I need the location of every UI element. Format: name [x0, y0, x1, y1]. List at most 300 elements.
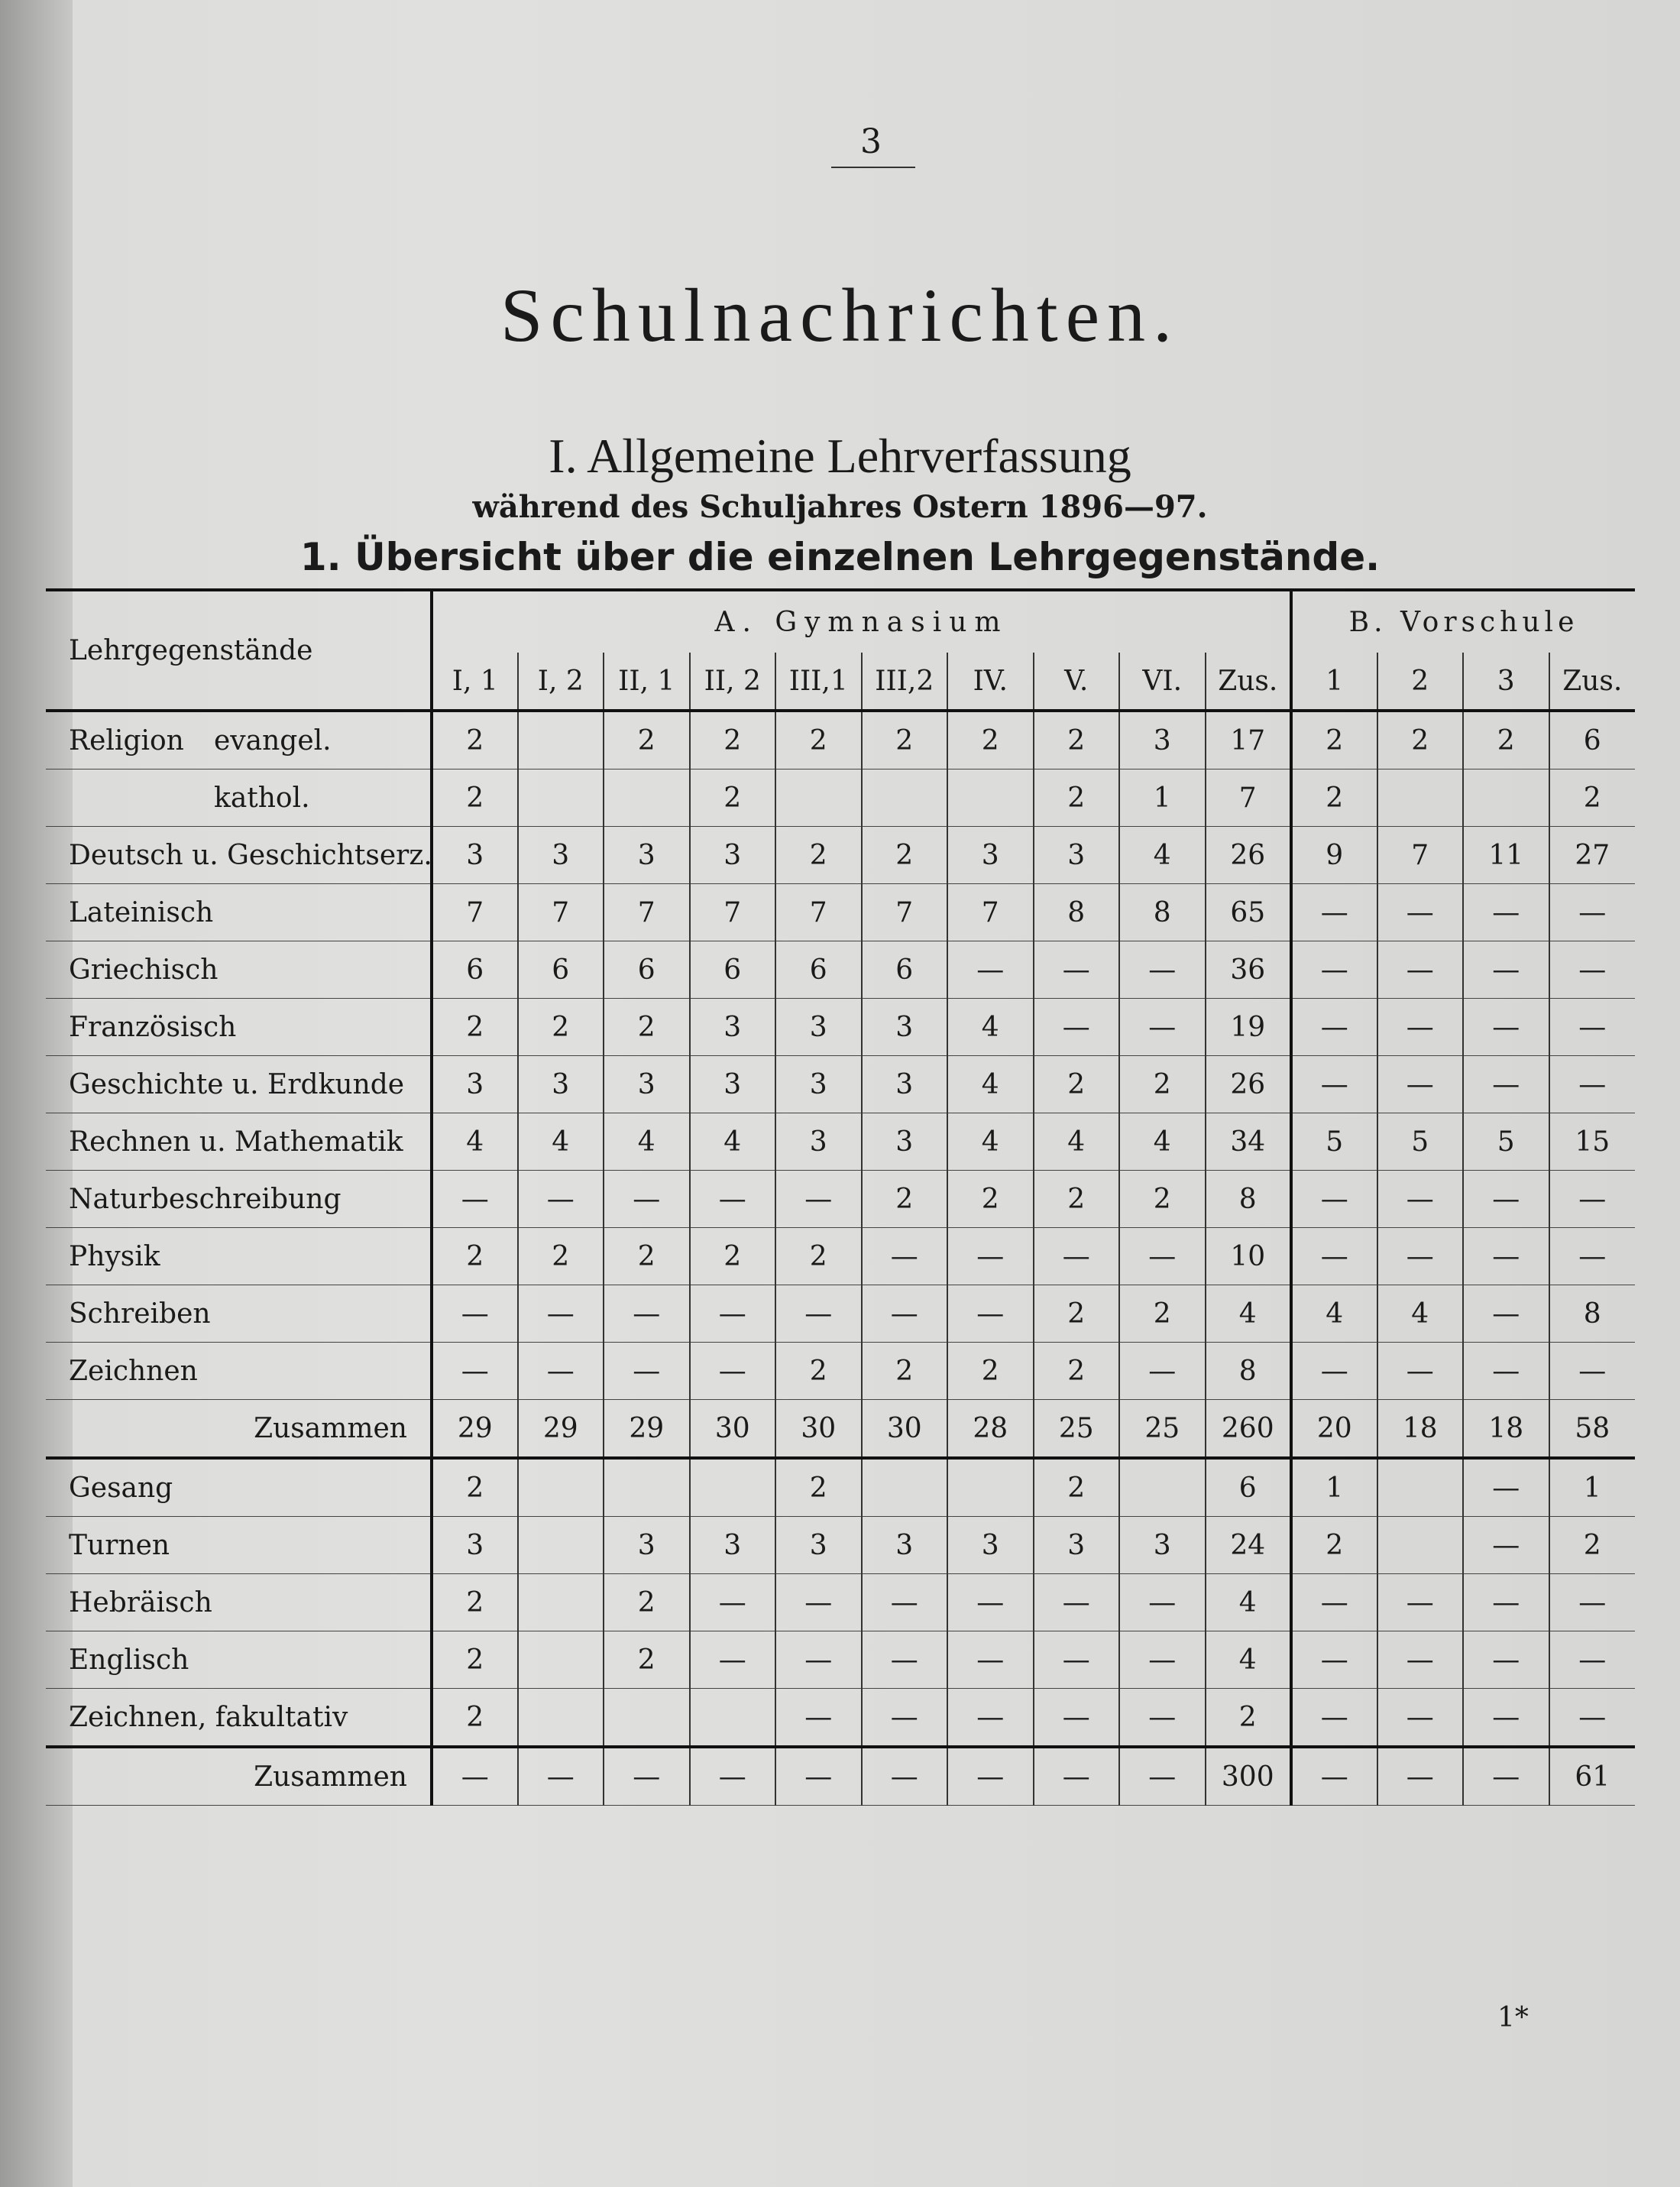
- table-cell: [518, 1517, 604, 1574]
- row-label-text: evangel.: [214, 724, 332, 757]
- table-cell: 3: [690, 1056, 776, 1113]
- table-cell: —: [690, 1171, 776, 1228]
- table-row: [46, 884, 1635, 941]
- table-cell: —: [1463, 1228, 1549, 1285]
- table-cell: 300: [1206, 1747, 1292, 1806]
- row-label-text: Rechnen u. Mathematik: [69, 1126, 403, 1158]
- page-number: 3: [860, 122, 882, 161]
- table-cell: 2: [775, 1228, 862, 1285]
- table-cell: 6: [1206, 1458, 1292, 1517]
- table-cell: [518, 1458, 604, 1517]
- table-cell: 29: [432, 1400, 518, 1459]
- signature-mark: 1*: [1497, 2002, 1529, 2033]
- table-cell: 7: [947, 884, 1034, 941]
- table-cell: —: [1034, 1689, 1120, 1748]
- row-label-text: Geschichte u. Erdkunde: [69, 1068, 405, 1100]
- table-cell: 3: [775, 999, 862, 1056]
- table-cell: 65: [1206, 884, 1292, 941]
- table-cell: —: [1549, 1056, 1636, 1113]
- table-cell: 20: [1291, 1400, 1377, 1459]
- table-cell: 2: [947, 711, 1034, 770]
- table-cell: —: [1034, 1228, 1120, 1285]
- table-cell: 4: [604, 1113, 690, 1171]
- row-label-text: Griechisch: [69, 954, 218, 986]
- col-header: II, 1: [604, 653, 690, 711]
- col-header: Zus.: [1206, 653, 1292, 711]
- table-cell: [604, 770, 690, 827]
- table-cell: 2: [1034, 1285, 1120, 1343]
- table-cell: —: [690, 1285, 776, 1343]
- table-row: [46, 941, 1635, 999]
- row-label-text: Englisch: [69, 1644, 189, 1676]
- col-header: I, 1: [432, 653, 518, 711]
- table-header-row-1: [46, 590, 1635, 653]
- col-header: IV.: [947, 653, 1034, 711]
- table-cell: —: [1034, 1574, 1120, 1631]
- table-cell: [775, 770, 862, 827]
- table-cell: —: [1377, 1171, 1464, 1228]
- table-cell: 9: [1291, 827, 1377, 884]
- table-cell: [1119, 1458, 1206, 1517]
- table-cell: —: [1291, 1689, 1377, 1748]
- row-label-text: Französisch: [69, 1011, 237, 1043]
- table-cell: 3: [432, 1517, 518, 1574]
- table-cell: 3: [947, 1517, 1034, 1574]
- table-cell: 3: [862, 999, 948, 1056]
- col-header: III,2: [862, 653, 948, 711]
- table-cell: [1377, 1458, 1464, 1517]
- table-cell: 2: [1119, 1285, 1206, 1343]
- table-cell: —: [862, 1228, 948, 1285]
- table-cell: 3: [1034, 1517, 1120, 1574]
- table-cell: —: [604, 1171, 690, 1228]
- table-cell: 2: [1034, 1343, 1120, 1400]
- table-body-main: [46, 711, 1635, 1458]
- table-cell: —: [1377, 941, 1464, 999]
- table-cell: 8: [1549, 1285, 1636, 1343]
- table-cell: —: [1549, 999, 1636, 1056]
- table-cell: —: [1377, 1343, 1464, 1400]
- table-cell: —: [1291, 1228, 1377, 1285]
- table-cell: 3: [690, 827, 776, 884]
- row-label-text: Zusammen: [254, 1761, 407, 1793]
- table-cell: 6: [690, 941, 776, 999]
- table-cell: —: [690, 1343, 776, 1400]
- col-header: III,1: [775, 653, 862, 711]
- section-subtitle: während des Schuljahres Ostern 1896—97.: [472, 489, 1208, 525]
- table-cell: —: [518, 1343, 604, 1400]
- table-cell: 2: [1034, 711, 1120, 770]
- table-cell: —: [1034, 1747, 1120, 1806]
- table-cell: 2: [1034, 1056, 1120, 1113]
- row-label-text: Zeichnen, fakultativ: [69, 1701, 348, 1733]
- table-cell: 8: [1206, 1171, 1292, 1228]
- table-cell: —: [1119, 999, 1206, 1056]
- table-cell: 2: [1206, 1689, 1292, 1748]
- table-cell: 3: [862, 1056, 948, 1113]
- page-number-rule: [831, 167, 915, 168]
- table-row: [46, 1113, 1635, 1171]
- table-cell: —: [1549, 941, 1636, 999]
- table-cell: 2: [518, 1228, 604, 1285]
- table-cell: 3: [518, 1056, 604, 1113]
- table-cell: 29: [518, 1400, 604, 1459]
- table-cell: —: [1377, 1574, 1464, 1631]
- table-cell: —: [1119, 1747, 1206, 1806]
- table-cell: 7: [432, 884, 518, 941]
- col-header: 2: [1377, 653, 1464, 711]
- table-row: [46, 999, 1635, 1056]
- table-cell: 3: [1119, 1517, 1206, 1574]
- table-cell: 3: [690, 999, 776, 1056]
- table-cell: 26: [1206, 827, 1292, 884]
- table-cell: 7: [775, 884, 862, 941]
- table-cell: 3: [947, 827, 1034, 884]
- row-label: [46, 1458, 432, 1517]
- table-cell: —: [1291, 941, 1377, 999]
- table-cell: 2: [604, 711, 690, 770]
- row-label-text: Zusammen: [254, 1412, 407, 1444]
- table-cell: 2: [1119, 1171, 1206, 1228]
- row-label: [46, 827, 432, 884]
- table-cell: 2: [1291, 770, 1377, 827]
- table-cell: —: [862, 1285, 948, 1343]
- table-cell: 30: [690, 1400, 776, 1459]
- row-label: [46, 770, 432, 827]
- table-cell: [604, 1689, 690, 1748]
- table-cell: —: [1291, 884, 1377, 941]
- table-cell: —: [1119, 1228, 1206, 1285]
- total-row: [46, 1747, 1635, 1806]
- table-cell: —: [947, 1689, 1034, 1748]
- row-label: [46, 1056, 432, 1113]
- table-cell: 3: [690, 1517, 776, 1574]
- table-cell: 25: [1034, 1400, 1120, 1459]
- table-cell: —: [1119, 1689, 1206, 1748]
- table-cell: —: [1463, 884, 1549, 941]
- table-cell: —: [862, 1689, 948, 1748]
- table-cell: 61: [1549, 1747, 1636, 1806]
- row-label: [46, 1631, 432, 1689]
- group-a-header: A. Gymnasium: [432, 590, 1291, 653]
- table-cell: 2: [862, 1171, 948, 1228]
- row-label-text: Naturbeschreibung: [69, 1183, 342, 1215]
- table-cell: —: [1463, 1343, 1549, 1400]
- row-label: [46, 884, 432, 941]
- table-cell: [690, 1458, 776, 1517]
- table-cell: —: [862, 1574, 948, 1631]
- table-cell: 2: [775, 1343, 862, 1400]
- table-cell: —: [1377, 999, 1464, 1056]
- table-heading: 1. Übersicht über die einzelnen Lehrgegenstände.: [299, 535, 1381, 579]
- table-cell: —: [1377, 1228, 1464, 1285]
- table-cell: —: [432, 1285, 518, 1343]
- row-label: [46, 999, 432, 1056]
- table-cell: —: [775, 1574, 862, 1631]
- row-label: [46, 1171, 432, 1228]
- table-cell: 2: [432, 711, 518, 770]
- table-cell: —: [690, 1747, 776, 1806]
- table-cell: 24: [1206, 1517, 1292, 1574]
- table-cell: 6: [604, 941, 690, 999]
- page-title: Schulnachrichten.: [500, 273, 1180, 358]
- table-cell: 1: [1291, 1458, 1377, 1517]
- table-cell: [947, 770, 1034, 827]
- table-cell: 28: [947, 1400, 1034, 1459]
- table-cell: [518, 1689, 604, 1748]
- table-cell: 4: [690, 1113, 776, 1171]
- table-cell: [1377, 770, 1464, 827]
- table-cell: 3: [1034, 827, 1120, 884]
- table-cell: 2: [690, 770, 776, 827]
- table-cell: 6: [1549, 711, 1636, 770]
- table-cell: 2: [1549, 770, 1636, 827]
- table-cell: —: [1377, 884, 1464, 941]
- table-cell: —: [1463, 1517, 1549, 1574]
- table-cell: 2: [1034, 1458, 1120, 1517]
- table-cell: 8: [1034, 884, 1120, 941]
- table-cell: 2: [1377, 711, 1464, 770]
- table-cell: 5: [1291, 1113, 1377, 1171]
- table-cell: 7: [690, 884, 776, 941]
- table-cell: 19: [1206, 999, 1292, 1056]
- table-cell: 4: [518, 1113, 604, 1171]
- table-cell: 4: [432, 1113, 518, 1171]
- table-cell: 7: [862, 884, 948, 941]
- table-row: [46, 1171, 1635, 1228]
- table-row: [46, 1574, 1635, 1631]
- table-cell: 2: [432, 1689, 518, 1748]
- table-cell: 2: [432, 999, 518, 1056]
- table-cell: [604, 1458, 690, 1517]
- row-label: [46, 1228, 432, 1285]
- table-cell: —: [604, 1285, 690, 1343]
- table-cell: —: [1291, 1631, 1377, 1689]
- table-cell: 8: [1119, 884, 1206, 941]
- row-label-text: Turnen: [69, 1529, 170, 1561]
- table-cell: 2: [862, 827, 948, 884]
- lesson-table: [46, 588, 1635, 1972]
- table-cell: —: [862, 1631, 948, 1689]
- table-row: [46, 1056, 1635, 1113]
- table-cell: 3: [775, 1056, 862, 1113]
- table-cell: 4: [1206, 1631, 1292, 1689]
- table-row: [46, 1631, 1635, 1689]
- row-label-text: Zeichnen: [69, 1355, 198, 1387]
- table-cell: —: [604, 1747, 690, 1806]
- table-cell: —: [1549, 884, 1636, 941]
- table-row: [46, 1228, 1635, 1285]
- table-cell: —: [1034, 999, 1120, 1056]
- table-cell: 4: [1206, 1285, 1292, 1343]
- table-cell: —: [1377, 1631, 1464, 1689]
- table-cell: —: [947, 1285, 1034, 1343]
- table-cell: 6: [518, 941, 604, 999]
- table-cell: —: [1549, 1574, 1636, 1631]
- table-cell: 3: [604, 827, 690, 884]
- table-cell: —: [1291, 1343, 1377, 1400]
- table-cell: —: [775, 1747, 862, 1806]
- religion-label: Religion: [69, 724, 184, 757]
- table-cell: —: [1463, 1747, 1549, 1806]
- table-cell: 2: [690, 1228, 776, 1285]
- table-cell: 25: [1119, 1400, 1206, 1459]
- col-header: 1: [1291, 653, 1377, 711]
- table-cell: 2: [1463, 711, 1549, 770]
- table-cell: 29: [604, 1400, 690, 1459]
- table-cell: 27: [1549, 827, 1636, 884]
- table-cell: 30: [862, 1400, 948, 1459]
- table-cell: 6: [432, 941, 518, 999]
- table-cell: —: [1463, 1285, 1549, 1343]
- table-cell: 2: [1034, 770, 1120, 827]
- table-body-optional: [46, 1458, 1635, 1806]
- table-cell: —: [1377, 1747, 1464, 1806]
- table-cell: 8: [1206, 1343, 1292, 1400]
- table-cell: —: [518, 1285, 604, 1343]
- table-cell: 4: [1291, 1285, 1377, 1343]
- table-cell: 1: [1549, 1458, 1636, 1517]
- table-row: [46, 827, 1635, 884]
- table-cell: —: [1463, 1056, 1549, 1113]
- table-cell: —: [775, 1631, 862, 1689]
- table-cell: —: [604, 1343, 690, 1400]
- row-label: [46, 1113, 432, 1171]
- table-cell: 2: [775, 827, 862, 884]
- table-cell: 2: [604, 999, 690, 1056]
- total-row: [46, 1400, 1635, 1459]
- table-cell: —: [518, 1171, 604, 1228]
- table-cell: 2: [1119, 1056, 1206, 1113]
- row-label: [46, 1343, 432, 1400]
- row-label-text: Schreiben: [69, 1298, 211, 1330]
- row-label: [46, 1400, 432, 1459]
- table-cell: 3: [604, 1056, 690, 1113]
- table-cell: —: [432, 1343, 518, 1400]
- table-cell: 2: [604, 1228, 690, 1285]
- row-label: [46, 1517, 432, 1574]
- table-cell: [518, 1631, 604, 1689]
- row-label: [46, 1747, 432, 1806]
- table-cell: 6: [775, 941, 862, 999]
- col-header: I, 2: [518, 653, 604, 711]
- row-label: [46, 1285, 432, 1343]
- table-cell: 58: [1549, 1400, 1636, 1459]
- table-cell: [518, 770, 604, 827]
- table-cell: 4: [947, 1113, 1034, 1171]
- section-heading: I. Allgemeine Lehrverfassung: [549, 429, 1131, 483]
- table-row: [46, 1458, 1635, 1517]
- table-cell: 3: [432, 827, 518, 884]
- table-cell: —: [1119, 1343, 1206, 1400]
- table-cell: 2: [862, 1343, 948, 1400]
- row-label-text: Physik: [69, 1240, 160, 1272]
- row-label: [46, 711, 432, 770]
- table-row: [46, 1343, 1635, 1400]
- row-label: [46, 1574, 432, 1631]
- row-label-text: Gesang: [69, 1472, 173, 1504]
- table-cell: —: [1291, 1056, 1377, 1113]
- table-cell: 2: [1549, 1517, 1636, 1574]
- table-cell: [862, 1458, 948, 1517]
- table-cell: 34: [1206, 1113, 1292, 1171]
- row-label-text: Hebräisch: [69, 1586, 212, 1618]
- table-cell: 2: [432, 770, 518, 827]
- table-cell: —: [1119, 941, 1206, 999]
- col-header: II, 2: [690, 653, 776, 711]
- table-cell: —: [947, 1747, 1034, 1806]
- table-cell: 3: [518, 827, 604, 884]
- table-cell: —: [690, 1631, 776, 1689]
- table-cell: —: [862, 1747, 948, 1806]
- table-cell: —: [947, 941, 1034, 999]
- table-cell: —: [775, 1171, 862, 1228]
- table-cell: 4: [1377, 1285, 1464, 1343]
- table-cell: [518, 1574, 604, 1631]
- table-cell: [947, 1458, 1034, 1517]
- table-row: [46, 1285, 1635, 1343]
- table-cell: —: [1463, 1574, 1549, 1631]
- col-header: 3: [1463, 653, 1549, 711]
- col-header: V.: [1034, 653, 1120, 711]
- table-cell: —: [1463, 1171, 1549, 1228]
- table-cell: [1463, 770, 1549, 827]
- table-cell: 2: [432, 1228, 518, 1285]
- table-cell: 2: [604, 1631, 690, 1689]
- table-cell: 2: [775, 1458, 862, 1517]
- table-row: [46, 770, 1635, 827]
- table-cell: 2: [604, 1574, 690, 1631]
- table-cell: 3: [862, 1113, 948, 1171]
- table-cell: —: [1463, 999, 1549, 1056]
- table-cell: [690, 1689, 776, 1748]
- table-cell: —: [775, 1285, 862, 1343]
- table-cell: 4: [1034, 1113, 1120, 1171]
- table-cell: [518, 711, 604, 770]
- table-cell: —: [1549, 1689, 1636, 1748]
- table-cell: —: [1549, 1171, 1636, 1228]
- table-cell: 15: [1549, 1113, 1636, 1171]
- table-cell: 4: [1119, 827, 1206, 884]
- row-label-text: kathol.: [214, 782, 310, 814]
- row-label-text: Lateinisch: [69, 896, 214, 928]
- table-cell: 3: [775, 1517, 862, 1574]
- table-cell: —: [947, 1228, 1034, 1285]
- table-cell: 2: [1291, 711, 1377, 770]
- table-cell: 2: [775, 711, 862, 770]
- table-cell: —: [432, 1171, 518, 1228]
- table-cell: 260: [1206, 1400, 1292, 1459]
- table-cell: —: [1291, 1747, 1377, 1806]
- table-row: [46, 1689, 1635, 1748]
- row-label-text: Deutsch u. Geschichtserz.: [69, 839, 432, 871]
- table-cell: —: [947, 1631, 1034, 1689]
- table-cell: —: [518, 1747, 604, 1806]
- table-cell: 3: [432, 1056, 518, 1113]
- table-cell: 7: [1206, 770, 1292, 827]
- table-cell: 2: [432, 1631, 518, 1689]
- table-cell: 2: [862, 711, 948, 770]
- table-cell: —: [947, 1574, 1034, 1631]
- table-cell: 2: [690, 711, 776, 770]
- table-cell: 3: [1119, 711, 1206, 770]
- table-cell: —: [1291, 999, 1377, 1056]
- table-cell: 4: [947, 1056, 1034, 1113]
- table-row: [46, 711, 1635, 770]
- table-cell: 4: [947, 999, 1034, 1056]
- table-cell: 10: [1206, 1228, 1292, 1285]
- table-cell: 7: [604, 884, 690, 941]
